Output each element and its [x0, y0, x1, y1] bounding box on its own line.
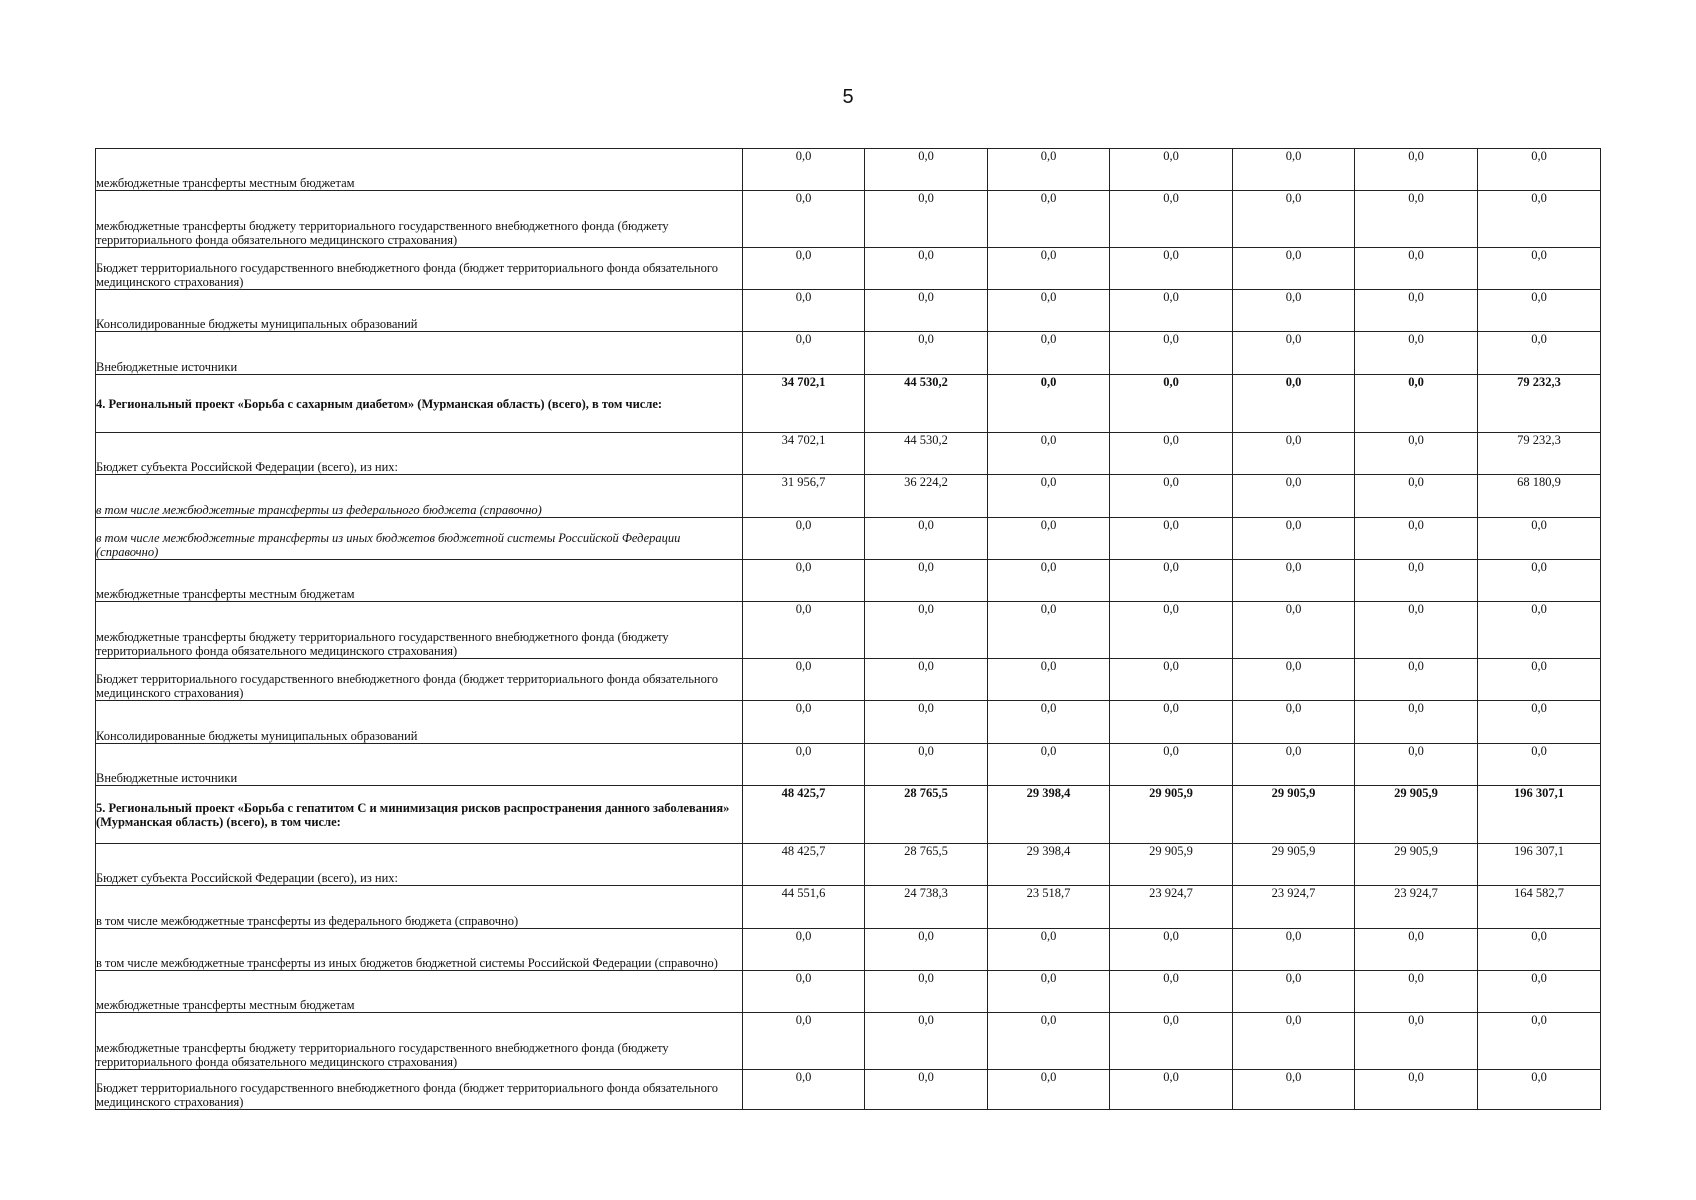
value-cell: 29 905,9 — [1355, 844, 1478, 886]
value-cell: 0,0 — [988, 971, 1110, 1013]
value-cell: 0,0 — [743, 518, 865, 560]
value-cell: 0,0 — [743, 248, 865, 290]
value-cell: 28 765,5 — [865, 844, 988, 886]
value-cell: 0,0 — [988, 560, 1110, 602]
value-cell: 44 530,2 — [865, 433, 988, 475]
value-cell: 0,0 — [1233, 929, 1355, 971]
value-cell: 0,0 — [1110, 290, 1233, 332]
value-cell: 0,0 — [1355, 149, 1478, 191]
value-cell: 0,0 — [865, 191, 988, 248]
value-cell: 0,0 — [988, 701, 1110, 744]
value-cell: 0,0 — [1233, 290, 1355, 332]
table-row — [96, 786, 1601, 844]
table-row — [96, 433, 1601, 475]
value-cell: 29 398,4 — [988, 844, 1110, 886]
table-row — [96, 844, 1601, 886]
value-cell: 0,0 — [865, 290, 988, 332]
value-cell: 0,0 — [743, 191, 865, 248]
value-cell: 0,0 — [988, 248, 1110, 290]
value-cell: 24 738,3 — [865, 886, 988, 929]
value-cell: 0,0 — [743, 290, 865, 332]
value-cell: 29 905,9 — [1233, 844, 1355, 886]
value-cell: 0,0 — [988, 602, 1110, 659]
value-cell: 0,0 — [1233, 1013, 1355, 1070]
value-cell: 0,0 — [743, 560, 865, 602]
page-number: 5 — [842, 86, 854, 108]
value-cell: 0,0 — [743, 1013, 865, 1070]
value-cell: 0,0 — [1478, 929, 1601, 971]
value-cell: 0,0 — [1110, 1070, 1233, 1110]
value-cell: 0,0 — [988, 518, 1110, 560]
value-cell: 0,0 — [1110, 602, 1233, 659]
value-cell: 0,0 — [1110, 375, 1233, 433]
row-label: Консолидированные бюджеты муниципальных образований — [96, 701, 743, 744]
value-cell: 0,0 — [1478, 701, 1601, 744]
value-cell: 0,0 — [988, 929, 1110, 971]
value-cell: 0,0 — [1478, 1070, 1601, 1110]
value-cell: 0,0 — [865, 701, 988, 744]
value-cell: 0,0 — [1355, 290, 1478, 332]
value-cell: 0,0 — [865, 149, 988, 191]
value-cell: 0,0 — [1355, 1013, 1478, 1070]
value-cell: 79 232,3 — [1478, 433, 1601, 475]
value-cell: 0,0 — [865, 659, 988, 701]
value-cell: 44 530,2 — [865, 375, 988, 433]
table-row — [96, 518, 1601, 560]
row-label: межбюджетные трансферты бюджету территориального государственного внебюджетного фонда (бюджету территориального фонда обязательного медицинского страхования) — [96, 602, 743, 659]
value-cell: 0,0 — [865, 1070, 988, 1110]
value-cell: 0,0 — [1355, 602, 1478, 659]
value-cell: 0,0 — [743, 1070, 865, 1110]
value-cell: 0,0 — [1110, 518, 1233, 560]
value-cell: 0,0 — [988, 332, 1110, 375]
value-cell: 28 765,5 — [865, 786, 988, 844]
value-cell: 0,0 — [865, 1013, 988, 1070]
row-label: межбюджетные трансферты местным бюджетам — [96, 971, 743, 1013]
value-cell: 48 425,7 — [743, 786, 865, 844]
value-cell: 0,0 — [743, 744, 865, 786]
row-label: в том числе межбюджетные трансферты из федерального бюджета (справочно) — [96, 475, 743, 518]
value-cell: 0,0 — [865, 248, 988, 290]
value-cell: 0,0 — [865, 602, 988, 659]
value-cell: 0,0 — [1110, 701, 1233, 744]
table-row — [96, 744, 1601, 786]
value-cell: 0,0 — [1478, 191, 1601, 248]
value-cell: 0,0 — [1110, 475, 1233, 518]
value-cell: 0,0 — [865, 332, 988, 375]
value-cell: 0,0 — [1233, 518, 1355, 560]
value-cell: 0,0 — [1110, 659, 1233, 701]
value-cell: 0,0 — [865, 744, 988, 786]
value-cell: 0,0 — [1110, 744, 1233, 786]
value-cell: 0,0 — [1478, 602, 1601, 659]
table-row — [96, 149, 1601, 191]
value-cell: 0,0 — [1478, 560, 1601, 602]
value-cell: 0,0 — [743, 602, 865, 659]
value-cell: 23 924,7 — [1110, 886, 1233, 929]
value-cell: 0,0 — [1233, 560, 1355, 602]
value-cell: 29 905,9 — [1110, 786, 1233, 844]
value-cell: 0,0 — [865, 929, 988, 971]
table-row — [96, 929, 1601, 971]
value-cell: 0,0 — [743, 149, 865, 191]
table-row — [96, 248, 1601, 290]
value-cell: 0,0 — [1355, 744, 1478, 786]
row-label: межбюджетные трансферты бюджету территориального государственного внебюджетного фонда (бюджету территориального фонда обязательного медицинского страхования) — [96, 1013, 743, 1070]
value-cell: 0,0 — [988, 290, 1110, 332]
value-cell: 34 702,1 — [743, 433, 865, 475]
value-cell: 0,0 — [1355, 433, 1478, 475]
value-cell: 0,0 — [1233, 701, 1355, 744]
row-label: 5. Региональный проект «Борьба с гепатитом С и минимизация рисков распространения данного заболевания» (Мурманская область) (всего), в том числе: — [96, 786, 743, 844]
value-cell: 0,0 — [1233, 332, 1355, 375]
value-cell: 0,0 — [1233, 191, 1355, 248]
value-cell: 29 398,4 — [988, 786, 1110, 844]
row-label: Бюджет территориального государственного внебюджетного фонда (бюджет территориального фонда обязательного медицинского страхования) — [96, 659, 743, 701]
value-cell: 0,0 — [865, 971, 988, 1013]
budget-table-body — [96, 149, 1601, 1110]
value-cell: 0,0 — [1478, 659, 1601, 701]
value-cell: 48 425,7 — [743, 844, 865, 886]
table-row — [96, 701, 1601, 744]
value-cell: 0,0 — [988, 475, 1110, 518]
value-cell: 0,0 — [988, 1013, 1110, 1070]
value-cell: 0,0 — [1355, 701, 1478, 744]
value-cell: 0,0 — [1478, 149, 1601, 191]
row-label: Бюджет субъекта Российской Федерации (всего), из них: — [96, 433, 743, 475]
value-cell: 0,0 — [743, 701, 865, 744]
value-cell: 0,0 — [1355, 248, 1478, 290]
value-cell: 0,0 — [743, 659, 865, 701]
value-cell: 0,0 — [988, 659, 1110, 701]
table-row — [96, 560, 1601, 602]
value-cell: 0,0 — [1233, 744, 1355, 786]
value-cell: 0,0 — [1233, 433, 1355, 475]
value-cell: 0,0 — [988, 433, 1110, 475]
row-label: Внебюджетные источники — [96, 332, 743, 375]
value-cell: 0,0 — [1478, 332, 1601, 375]
value-cell: 0,0 — [1355, 375, 1478, 433]
row-label: Бюджет территориального государственного внебюджетного фонда (бюджет территориального фонда обязательного медицинского страхования) — [96, 248, 743, 290]
value-cell: 34 702,1 — [743, 375, 865, 433]
value-cell: 23 518,7 — [988, 886, 1110, 929]
value-cell: 0,0 — [988, 744, 1110, 786]
value-cell: 0,0 — [1233, 149, 1355, 191]
value-cell: 0,0 — [1110, 929, 1233, 971]
row-label: Бюджет территориального государственного внебюджетного фонда (бюджет территориального фонда обязательного медицинского страхования) — [96, 1070, 743, 1110]
row-label: в том числе межбюджетные трансферты из иных бюджетов бюджетной системы Российской Федерации (справочно) — [96, 929, 743, 971]
budget-table — [95, 148, 1601, 1110]
value-cell: 68 180,9 — [1478, 475, 1601, 518]
value-cell: 0,0 — [1110, 971, 1233, 1013]
value-cell: 164 582,7 — [1478, 886, 1601, 929]
table-row — [96, 602, 1601, 659]
value-cell: 0,0 — [1478, 518, 1601, 560]
value-cell: 0,0 — [988, 191, 1110, 248]
row-label: Бюджет субъекта Российской Федерации (всего), из них: — [96, 844, 743, 886]
value-cell: 79 232,3 — [1478, 375, 1601, 433]
value-cell: 0,0 — [1110, 560, 1233, 602]
row-label: Внебюджетные источники — [96, 744, 743, 786]
value-cell: 0,0 — [1233, 971, 1355, 1013]
value-cell: 0,0 — [1355, 191, 1478, 248]
value-cell: 0,0 — [1110, 433, 1233, 475]
value-cell: 0,0 — [865, 518, 988, 560]
value-cell: 0,0 — [1233, 375, 1355, 433]
value-cell: 0,0 — [1233, 659, 1355, 701]
value-cell: 0,0 — [1478, 290, 1601, 332]
value-cell: 0,0 — [1355, 1070, 1478, 1110]
value-cell: 31 956,7 — [743, 475, 865, 518]
value-cell: 0,0 — [865, 560, 988, 602]
table-row — [96, 886, 1601, 929]
row-label: Консолидированные бюджеты муниципальных образований — [96, 290, 743, 332]
row-label: межбюджетные трансферты местным бюджетам — [96, 149, 743, 191]
value-cell: 196 307,1 — [1478, 786, 1601, 844]
value-cell: 0,0 — [1233, 602, 1355, 659]
table-row — [96, 290, 1601, 332]
row-label: межбюджетные трансферты местным бюджетам — [96, 560, 743, 602]
value-cell: 0,0 — [743, 971, 865, 1013]
table-row — [96, 1070, 1601, 1110]
value-cell: 0,0 — [743, 929, 865, 971]
value-cell: 0,0 — [1478, 744, 1601, 786]
table-row — [96, 375, 1601, 433]
value-cell: 0,0 — [1355, 332, 1478, 375]
value-cell: 0,0 — [1110, 248, 1233, 290]
value-cell: 29 905,9 — [1110, 844, 1233, 886]
value-cell: 196 307,1 — [1478, 844, 1601, 886]
value-cell: 29 905,9 — [1355, 786, 1478, 844]
value-cell: 0,0 — [988, 375, 1110, 433]
row-label: 4. Региональный проект «Борьба с сахарным диабетом» (Мурманская область) (всего), в том числе: — [96, 375, 743, 433]
value-cell: 0,0 — [1110, 149, 1233, 191]
value-cell: 23 924,7 — [1233, 886, 1355, 929]
value-cell: 23 924,7 — [1355, 886, 1478, 929]
value-cell: 0,0 — [1478, 248, 1601, 290]
value-cell: 0,0 — [1478, 1013, 1601, 1070]
table-row — [96, 659, 1601, 701]
value-cell: 0,0 — [1110, 332, 1233, 375]
table-row — [96, 1013, 1601, 1070]
value-cell: 0,0 — [1233, 1070, 1355, 1110]
row-label: в том числе межбюджетные трансферты из иных бюджетов бюджетной системы Российской Федерации (справочно) — [96, 518, 743, 560]
row-label: межбюджетные трансферты бюджету территориального государственного внебюджетного фонда (бюджету территориального фонда обязательного медицинского страхования) — [96, 191, 743, 248]
row-label: в том числе межбюджетные трансферты из федерального бюджета (справочно) — [96, 886, 743, 929]
value-cell: 0,0 — [988, 149, 1110, 191]
value-cell: 0,0 — [1355, 475, 1478, 518]
table-row — [96, 332, 1601, 375]
value-cell: 0,0 — [1355, 929, 1478, 971]
table-row — [96, 475, 1601, 518]
value-cell: 0,0 — [743, 332, 865, 375]
value-cell: 0,0 — [1478, 971, 1601, 1013]
value-cell: 29 905,9 — [1233, 786, 1355, 844]
table-row — [96, 971, 1601, 1013]
value-cell: 0,0 — [1110, 1013, 1233, 1070]
value-cell: 44 551,6 — [743, 886, 865, 929]
value-cell: 36 224,2 — [865, 475, 988, 518]
value-cell: 0,0 — [1355, 518, 1478, 560]
value-cell: 0,0 — [1233, 475, 1355, 518]
value-cell: 0,0 — [1355, 659, 1478, 701]
value-cell: 0,0 — [1355, 560, 1478, 602]
value-cell: 0,0 — [1355, 971, 1478, 1013]
value-cell: 0,0 — [1233, 248, 1355, 290]
table-row — [96, 191, 1601, 248]
value-cell: 0,0 — [988, 1070, 1110, 1110]
value-cell: 0,0 — [1110, 191, 1233, 248]
